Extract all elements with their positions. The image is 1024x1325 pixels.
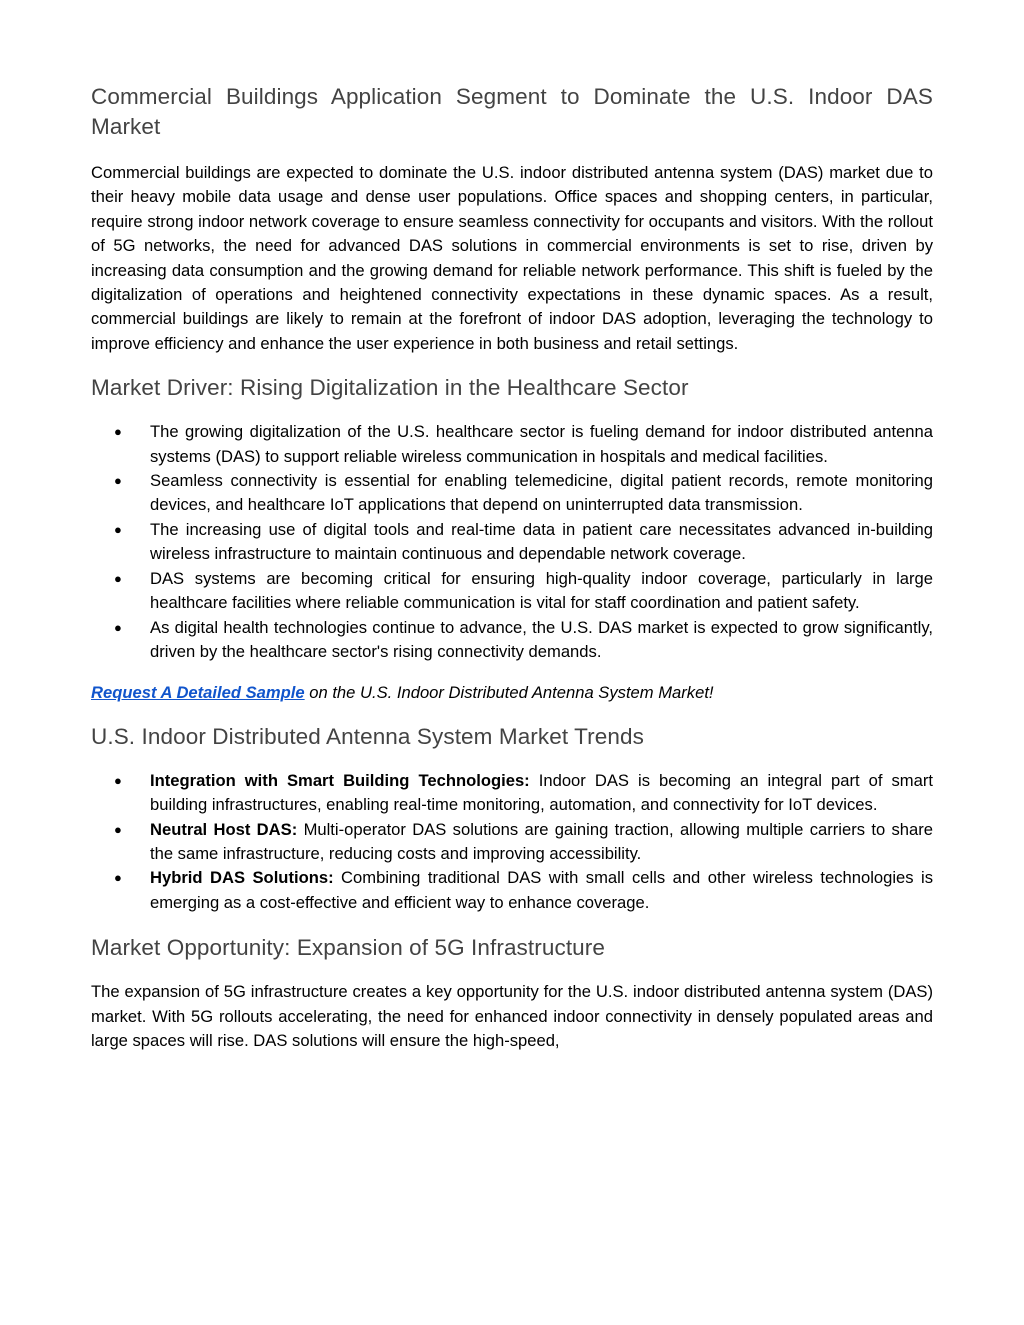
list-item	[91, 818, 933, 867]
bullet-icon: ●	[114, 424, 122, 440]
heading-commercial-buildings: Commercial Buildings Application Segment to Dominate the U.S. Indoor DAS Market	[91, 84, 933, 139]
heading-market-driver: Market Driver: Rising Digitalization in the Healthcare Sector	[91, 375, 689, 401]
bullet-icon: ●	[114, 870, 122, 886]
trend-title: Hybrid DAS Solutions:	[150, 868, 334, 888]
bullet-icon: ●	[114, 772, 122, 788]
driver-bullet-list	[91, 420, 933, 664]
bullet-icon: ●	[114, 619, 122, 635]
trend-title: Integration with Smart Building Technologies:	[150, 770, 530, 790]
sample-request-line	[91, 681, 933, 705]
list-item	[91, 518, 933, 567]
trend-text: Combining traditional DAS with small cells and other wireless technologies is emerging as a cost-effective and efficient way to enhance coverage.	[150, 868, 933, 912]
list-item	[91, 769, 933, 818]
bullet-icon: ●	[114, 821, 122, 837]
paragraph-commercial-buildings: Commercial buildings are expected to dominate the U.S. indoor distributed antenna system (DAS) market due to their heavy mobile data usage and dense user populations. Office spaces and shopping centers, in particular, require strong indoor network coverage to ensure seamless connectivity for occupants and visitors. With the rollout of 5G networks, the need for advanced DAS solutions in commercial environments is set to rise, driven by increasing data consumption and the growing demand for reliable network performance. This shift is fueled by the digitalization of operations and heightened connectivity expectations in these dynamic spaces. As a result, commercial buildings are likely to remain at the forefront of indoor DAS adoption, leveraging the technology to improve efficiency and enhance the user experience in both business and retail settings.	[91, 163, 933, 353]
list-item	[91, 420, 933, 469]
trends-bullet-list	[91, 769, 933, 915]
bullet-icon: ●	[114, 570, 122, 586]
bullet-icon: ●	[114, 521, 122, 537]
document-page	[91, 82, 933, 1053]
list-item	[91, 866, 933, 915]
trend-text: Multi-operator DAS solutions are gaining traction, allowing multiple carriers to share the same infrastructure, reducing costs and improving accessibility.	[150, 819, 934, 863]
list-item-text: Seamless connectivity is essential for enabling telemedicine, digital patient records, remote monitoring devices, and healthcare IoT applications that depend on uninterrupted data transmission.	[150, 471, 933, 515]
list-item-text: As digital health technologies continue to advance, the U.S. DAS market is expected to grow significantly, driven by the healthcare sector's rising connectivity demands.	[150, 617, 933, 661]
bullet-icon: ●	[114, 473, 122, 489]
request-sample-link[interactable]: Request A Detailed Sample	[91, 683, 305, 703]
heading-market-trends: U.S. Indoor Distributed Antenna System Market Trends	[91, 723, 644, 749]
list-item-text: The growing digitalization of the U.S. healthcare sector is fueling demand for indoor distributed antenna systems (DAS) to support reliable wireless communication in hospitals and medical facilities.	[150, 422, 933, 466]
paragraph-market-opportunity: The expansion of 5G infrastructure creates a key opportunity for the U.S. indoor distributed antenna system (DAS) market. With 5G rollouts accelerating, the need for enhanced indoor connectivity in densely populated areas and large spaces will rise. DAS solutions will ensure the high-speed,	[91, 982, 933, 1050]
list-item-text: DAS systems are becoming critical for ensuring high-quality indoor coverage, particularly in large healthcare facilities where reliable communication is vital for staff coordination and patient safety.	[150, 568, 933, 613]
trend-title: Neutral Host DAS:	[150, 819, 298, 839]
heading-market-opportunity: Market Opportunity: Expansion of 5G Infrastructure	[91, 935, 605, 961]
list-item	[91, 616, 933, 665]
list-item-text: The increasing use of digital tools and real-time data in patient care necessitates advanced in-building wireless infrastructure to maintain continuous and dependable network coverage.	[150, 519, 933, 564]
list-item	[91, 567, 933, 616]
list-item	[91, 469, 933, 518]
sample-request-text: on the U.S. Indoor Distributed Antenna System Market!	[304, 683, 714, 703]
trend-text: Indoor DAS is becoming an integral part of smart building infrastructures, enabling real-time monitoring, automation, and connectivity for IoT devices.	[150, 770, 933, 815]
